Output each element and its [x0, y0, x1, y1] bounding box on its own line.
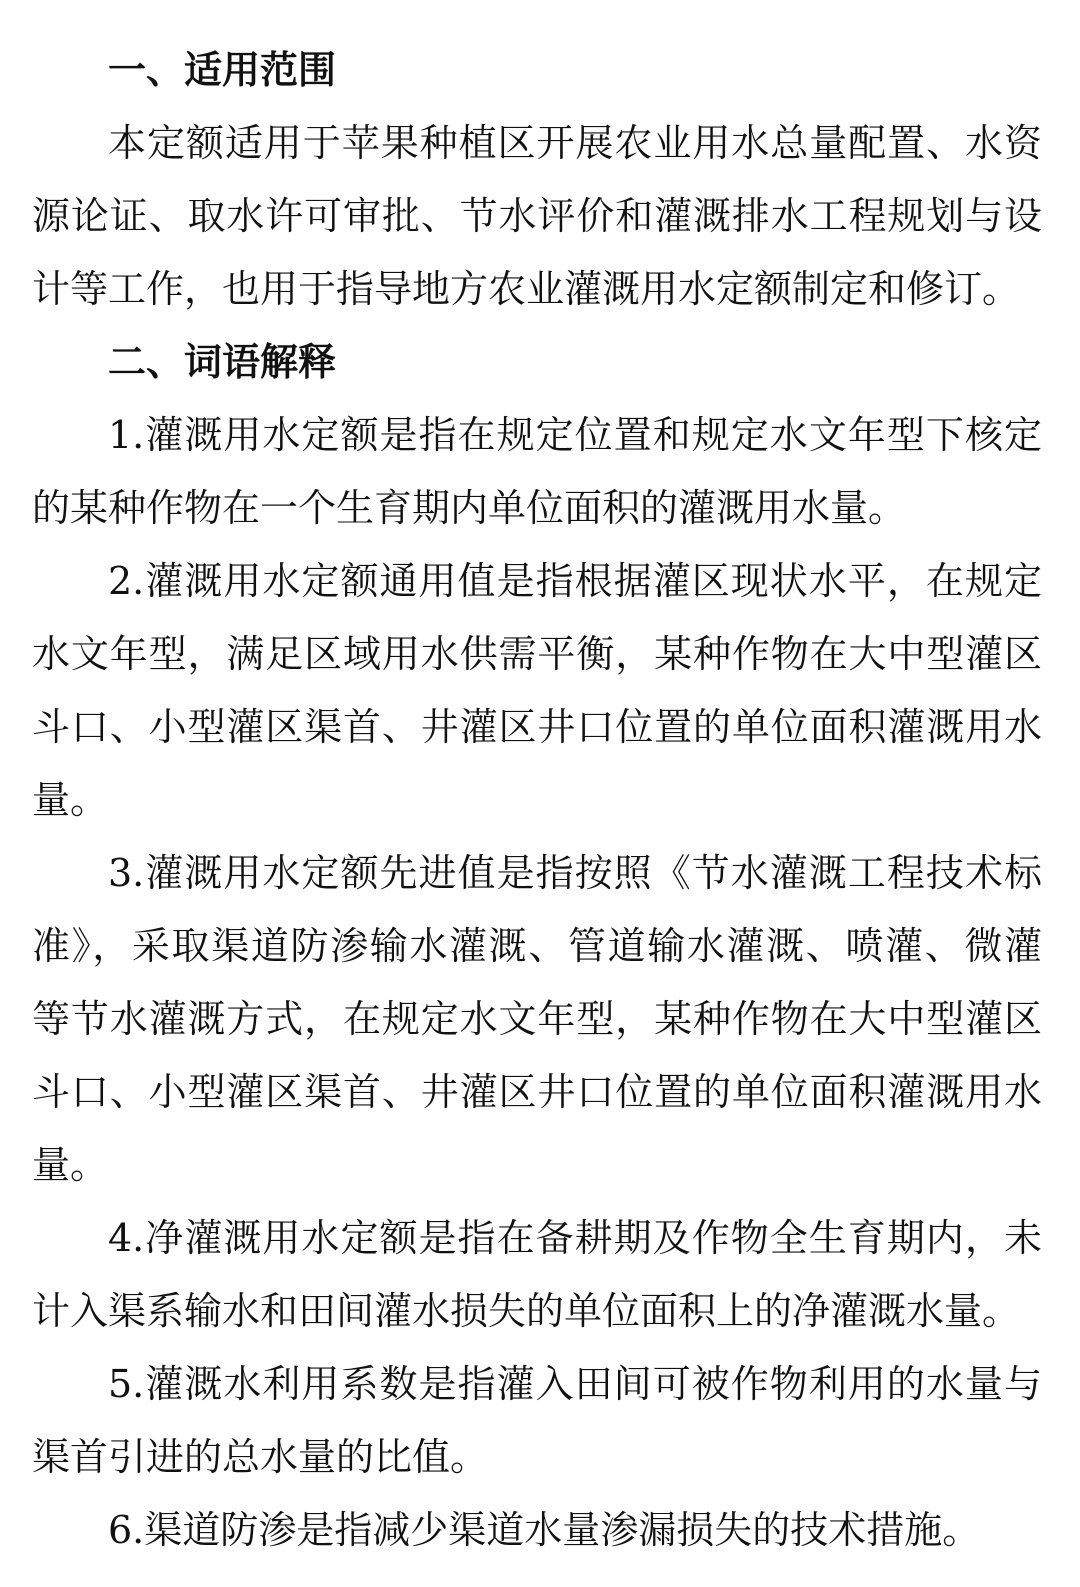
term-4-line-2: 计入渠系输水和田间灌水损失的单位面积上的净灌溉水量。	[32, 1289, 1021, 1333]
section-heading-scope: 一、适用范围	[108, 48, 337, 92]
term-1-line-2: 的某种作物在一个生育期内单位面积的灌溉用水量。	[32, 486, 907, 530]
term-2-line-4: 量。	[32, 778, 109, 822]
term-5-line-2: 渠首引进的总水量的比值。	[32, 1435, 489, 1479]
term-4-line-1: 4.净灌溉用水定额是指在备耕期及作物全生育期内，未	[108, 1216, 1042, 1260]
scope-paragraph-line-1: 本定额适用于苹果种植区开展农业用水总量配置、水资	[108, 121, 1042, 165]
term-6-line-1: 6.渠道防渗是指减少渠道水量渗漏损失的技术措施。	[108, 1508, 981, 1552]
term-3-line-2: 准》，采取渠道防渗输水灌溉、管道输水灌溉、喷灌、微灌	[32, 924, 1042, 968]
term-3-line-5: 量。	[32, 1143, 109, 1187]
term-5-line-1: 5.灌溉水利用系数是指灌入田间可被作物利用的水量与	[108, 1362, 1042, 1406]
term-3-line-3: 等节水灌溉方式，在规定水文年型，某种作物在大中型灌区	[32, 997, 1042, 1041]
scope-paragraph-line-3: 计等工作，也用于指导地方农业灌溉用水定额制定和修订。	[32, 267, 1021, 311]
term-1-line-1: 1.灌溉用水定额是指在规定位置和规定水文年型下核定	[108, 413, 1042, 457]
term-2-line-3: 斗口、小型灌区渠首、井灌区井口位置的单位面积灌溉用水	[32, 705, 1042, 749]
term-2-line-2: 水文年型，满足区域用水供需平衡，某种作物在大中型灌区	[32, 632, 1042, 676]
term-2-line-1: 2.灌溉用水定额通用值是指根据灌区现状水平，在规定	[108, 559, 1042, 603]
term-3-line-1: 3.灌溉用水定额先进值是指按照《节水灌溉工程技术标	[108, 851, 1042, 895]
scope-paragraph-line-2: 源论证、取水许可审批、节水评价和灌溉排水工程规划与设	[32, 194, 1042, 238]
section-heading-terms: 二、词语解释	[108, 340, 337, 384]
term-3-line-4: 斗口、小型灌区渠首、井灌区井口位置的单位面积灌溉用水	[32, 1070, 1042, 1114]
